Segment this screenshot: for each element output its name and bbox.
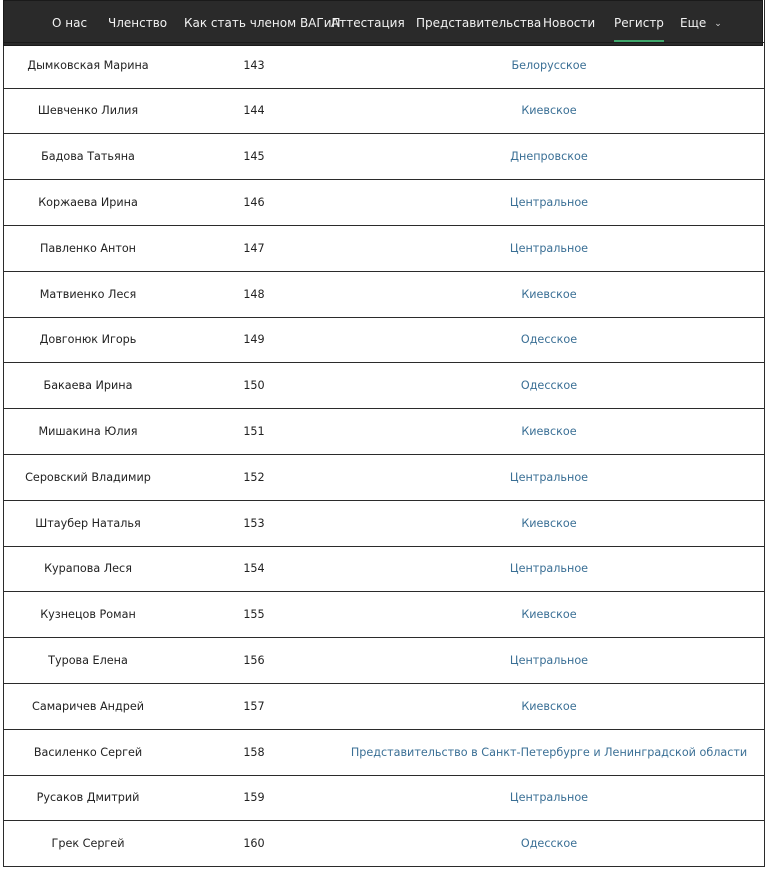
member-name: Павленко Антон xyxy=(39,241,136,255)
member-number: 156 xyxy=(243,654,265,668)
table-row xyxy=(4,226,764,272)
member-number: 147 xyxy=(243,241,265,255)
office-link[interactable]: Представительство в Санкт-Петербурге и Ленинградской области xyxy=(350,745,748,759)
member-number: 157 xyxy=(243,699,265,713)
office-link[interactable]: Одесское xyxy=(520,333,578,347)
table-row xyxy=(4,776,764,822)
table-row xyxy=(4,89,764,135)
member-name: Шевченко Лилия xyxy=(37,104,139,118)
nav-item-registry[interactable]: Регистр xyxy=(614,16,664,30)
member-name: Мишакина Юлия xyxy=(38,425,138,439)
member-number: 154 xyxy=(243,562,265,576)
member-name: Турова Елена xyxy=(48,654,128,668)
member-name: Василенко Сергей xyxy=(33,745,143,759)
member-name: Грек Сергей xyxy=(51,837,125,851)
member-number: 150 xyxy=(243,379,265,393)
member-name: Самаричев Андрей xyxy=(32,699,144,713)
table-row xyxy=(4,821,764,867)
member-number: 149 xyxy=(243,333,265,347)
office-link[interactable]: Одесское xyxy=(520,837,578,851)
table-row xyxy=(4,43,764,89)
member-number: 148 xyxy=(243,287,265,301)
registry-table xyxy=(3,0,765,867)
office-link[interactable]: Киевское xyxy=(521,104,577,118)
nav-item-news[interactable]: Новости xyxy=(543,16,596,30)
table-row xyxy=(4,272,764,318)
member-name: Серовский Владимир xyxy=(25,470,151,484)
office-link[interactable]: Киевское xyxy=(521,699,577,713)
table-row xyxy=(4,547,764,593)
member-name: Дымковская Марина xyxy=(27,58,149,72)
office-link[interactable]: Центральное xyxy=(509,196,589,210)
table-row xyxy=(4,592,764,638)
member-name: Кузнецов Роман xyxy=(40,608,136,622)
member-number: 144 xyxy=(243,104,265,118)
member-number: 151 xyxy=(243,425,265,439)
member-name: Русаков Дмитрий xyxy=(36,791,140,805)
office-link[interactable]: Центральное xyxy=(509,562,589,576)
office-link[interactable]: Белорусское xyxy=(511,58,587,72)
office-link[interactable]: Днепровское xyxy=(510,150,588,164)
office-link[interactable]: Киевское xyxy=(521,608,577,622)
member-number: 146 xyxy=(243,196,265,210)
member-number: 158 xyxy=(243,745,265,759)
office-link[interactable]: Центральное xyxy=(509,241,589,255)
member-number: 145 xyxy=(243,150,265,164)
member-number: 153 xyxy=(243,516,265,530)
table-row xyxy=(4,501,764,547)
member-name: Курапова Леся xyxy=(44,562,132,576)
table-row xyxy=(4,134,764,180)
nav-item-certification[interactable]: Аттестация xyxy=(331,16,405,30)
office-link[interactable]: Центральное xyxy=(509,470,589,484)
member-name: Штаубер Наталья xyxy=(35,516,141,530)
table-row xyxy=(4,684,764,730)
member-name: Бадова Татьяна xyxy=(41,150,135,164)
chevron-down-icon: ⌄ xyxy=(714,19,722,29)
table-row xyxy=(4,730,764,776)
member-number: 159 xyxy=(243,791,265,805)
member-number: 143 xyxy=(243,58,265,72)
nav-item-membership[interactable]: Членство xyxy=(108,16,168,30)
nav-item-more[interactable] xyxy=(680,15,722,33)
office-link[interactable]: Киевское xyxy=(521,287,577,301)
table-row xyxy=(4,638,764,684)
table-row xyxy=(4,409,764,455)
member-number: 152 xyxy=(243,470,265,484)
office-link[interactable]: Киевское xyxy=(521,516,577,530)
nav-item-representations[interactable]: Представительства xyxy=(416,16,542,30)
member-number: 155 xyxy=(243,608,265,622)
member-name: Коржаева Ирина xyxy=(38,196,138,210)
table-row xyxy=(4,318,764,364)
member-name: Довгонюк Игорь xyxy=(39,333,137,347)
top-navigation xyxy=(3,0,763,46)
office-link[interactable]: Одесское xyxy=(520,379,578,393)
table-row xyxy=(4,455,764,501)
member-name: Матвиенко Леся xyxy=(39,287,137,301)
office-link[interactable]: Центральное xyxy=(509,654,589,668)
office-link[interactable]: Киевское xyxy=(521,425,577,439)
member-name: Бакаева Ирина xyxy=(43,379,133,393)
table-row xyxy=(4,180,764,226)
office-link[interactable]: Центральное xyxy=(509,791,589,805)
nav-item-how-to-join[interactable]: Как стать членом ВАГиП xyxy=(184,16,341,30)
nav-item-about[interactable]: О нас xyxy=(52,16,88,30)
nav-item-more-label: Еще xyxy=(680,16,707,30)
member-number: 160 xyxy=(243,837,265,851)
table-row xyxy=(4,363,764,409)
